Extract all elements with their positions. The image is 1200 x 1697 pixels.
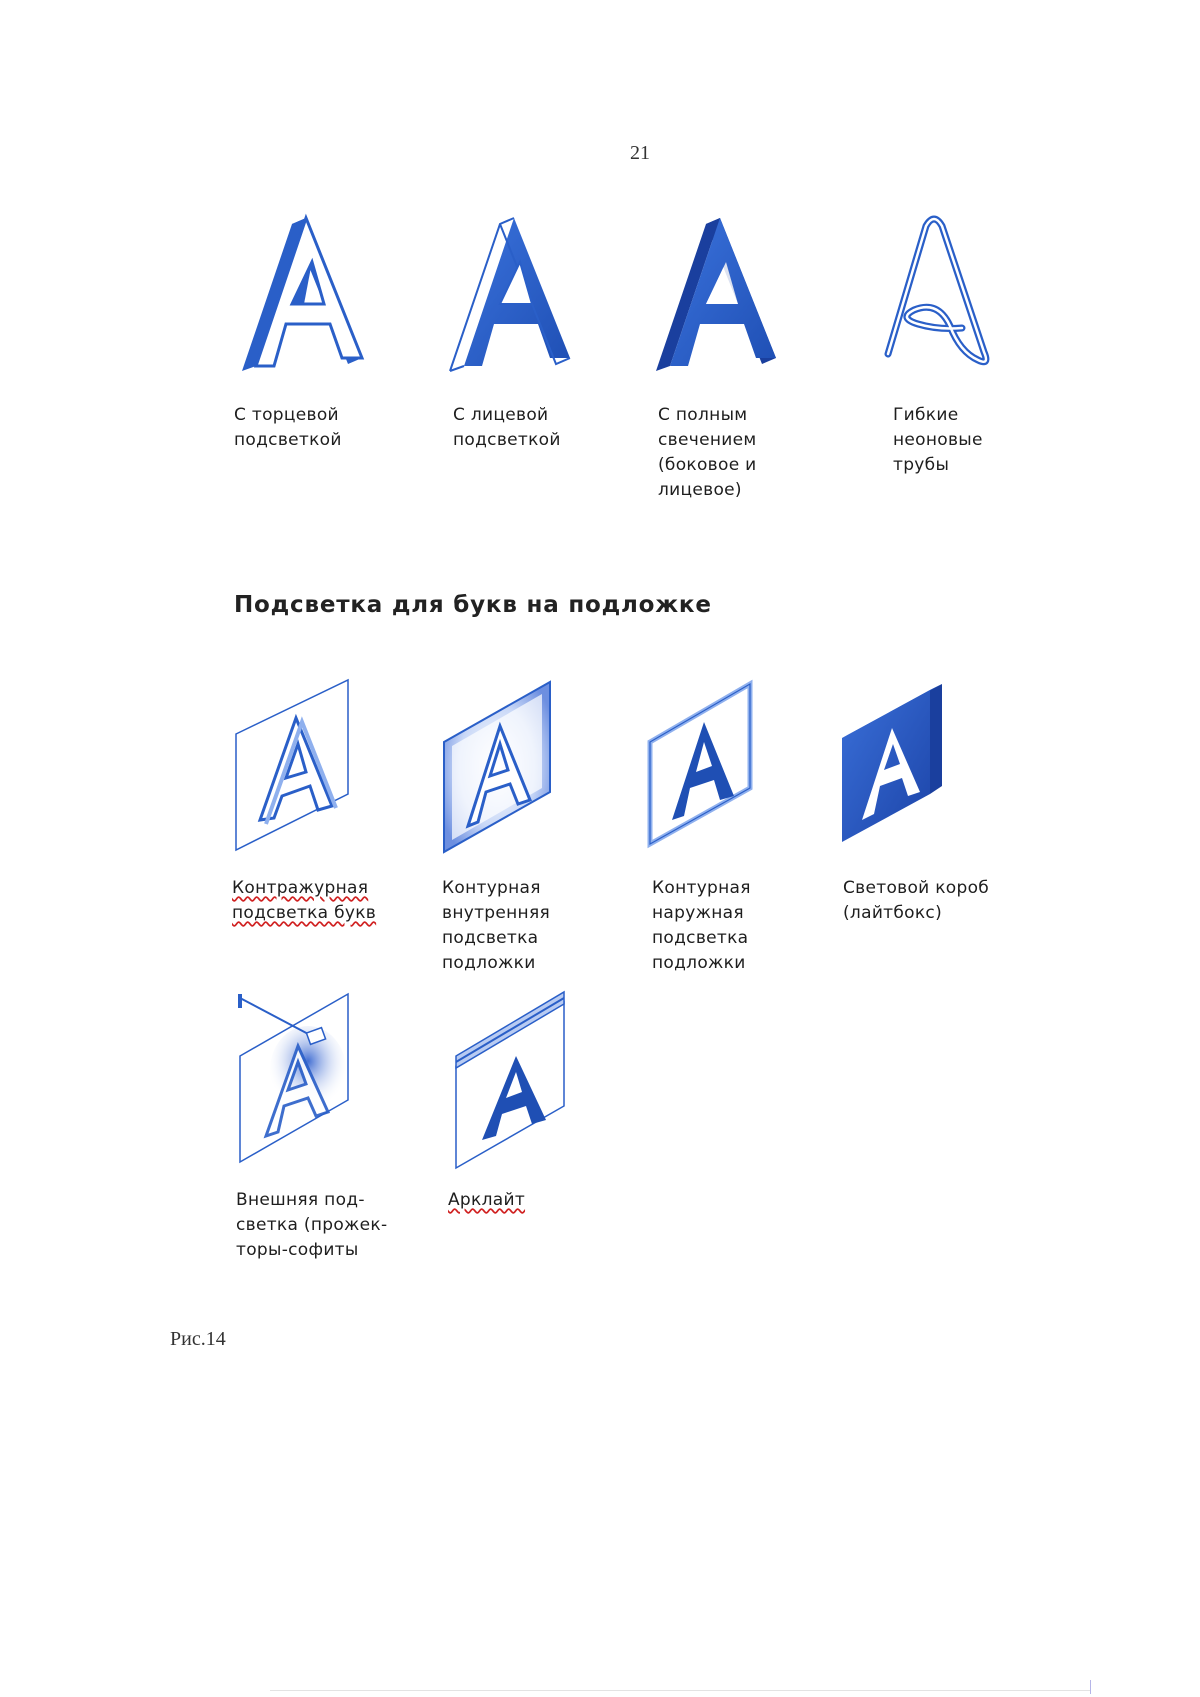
backed-caption-arclight-text: Арклайт [448,1190,526,1210]
backed-caption-arclight [448,1188,525,1213]
spotlight-panel-icon [236,990,356,1170]
arclight-panel-icon [452,990,572,1170]
footer-divider [270,1690,1090,1691]
neon-tube-a-icon [878,214,998,364]
backed-caption-contra [232,876,376,926]
letter-caption-face: С лицевой подсветкой [453,405,561,450]
backed-caption-inner: Контурная внутренняя подсветка подложки [442,878,551,973]
letter-caption-full: С полным свечением (боковое и лицевое) [658,405,757,500]
page-number: 21 [630,142,650,164]
outer-contour-panel-icon [646,680,756,840]
letter-a-face-icon [442,216,582,376]
backed-caption-spotlight: Внешняя под- светка (прожек- торы-софиты [236,1190,388,1260]
backed-caption-lightbox: Световой короб (лайтбокс) [843,878,990,923]
letter-a-full-icon [648,216,788,376]
inner-contour-panel-icon [438,676,558,856]
backed-caption-contra-line1: Контражурная подсветка букв [232,878,377,923]
letter-a-edge-icon [234,216,374,376]
lightbox-icon [838,680,948,840]
figure-label: Рис.14 [170,1328,226,1350]
section-title: Подсветка для букв на подложке [234,592,712,618]
letter-caption-neon: Гибкие неоновые трубы [893,405,983,475]
footer-mark [1090,1680,1091,1694]
backed-caption-outer: Контурная наружная подсветка подложки [652,878,751,973]
backlit-letter-panel-icon [232,678,362,858]
letter-caption-edge: С торцевой подсветкой [234,405,342,450]
